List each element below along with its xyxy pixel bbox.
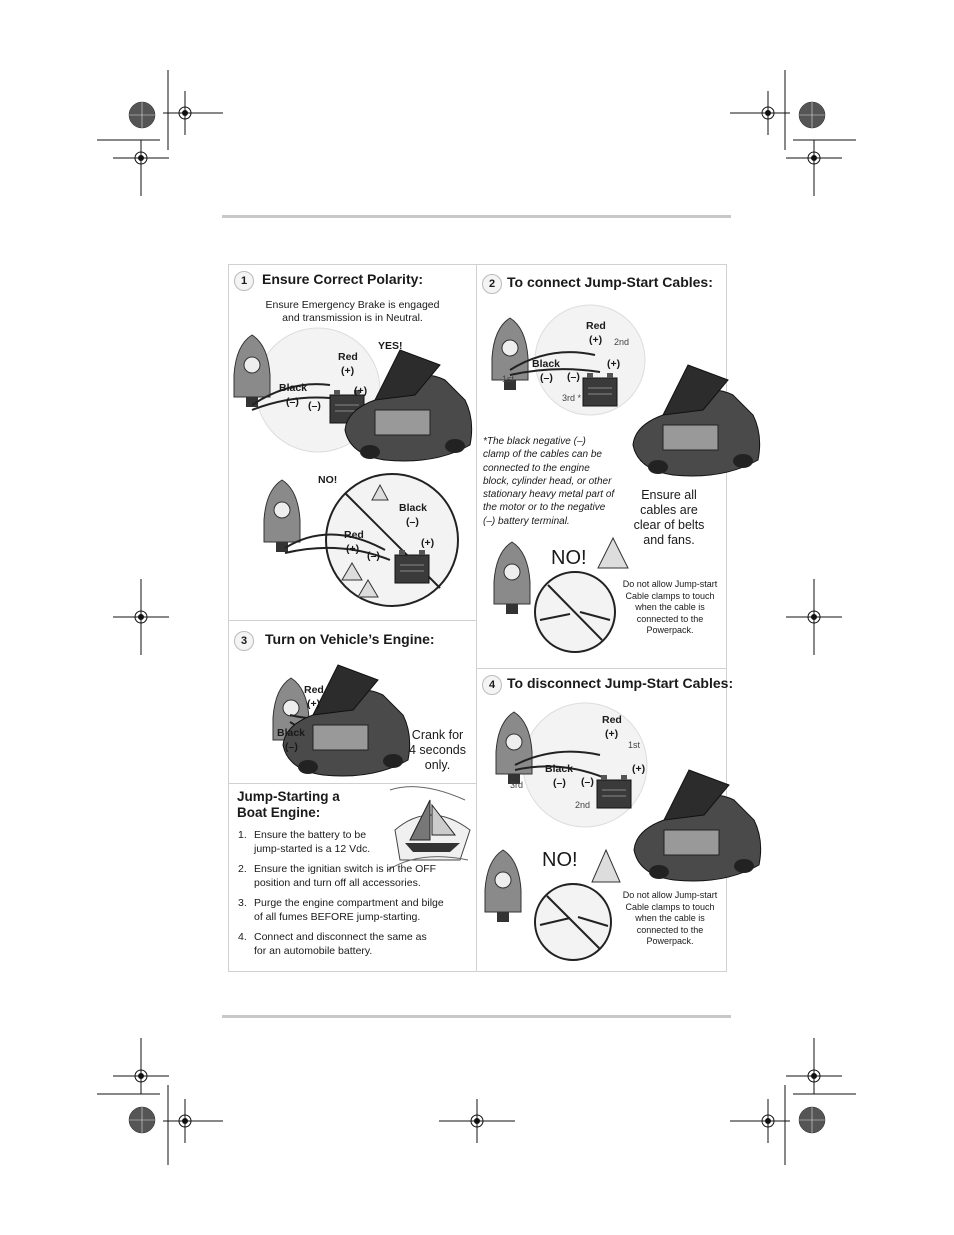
- step4-red-sign: (+): [605, 728, 619, 740]
- step1-yes-neg-terminal: (–): [308, 400, 321, 412]
- step3-crank-line: only.: [424, 758, 451, 772]
- step4-number: 4: [482, 675, 502, 695]
- step2-warning-line: Cable clamps to touch: [625, 590, 715, 601]
- step4-warning-line: Do not allow Jump-start: [622, 890, 718, 900]
- step1-yes-label: YES!: [378, 340, 403, 352]
- step4-warning-line: connected to the: [636, 924, 704, 935]
- step2-clear-line: and fans.: [643, 533, 695, 547]
- step2-red-sign: (+): [589, 334, 603, 346]
- step2-no-label: NO!: [551, 547, 587, 569]
- step2-warning-line: connected to the: [636, 613, 704, 624]
- step3-crank-note: [400, 728, 475, 773]
- step2-clear-note: [628, 488, 710, 548]
- step3-red-sign: (+): [307, 698, 321, 710]
- step2-note-line: (–) battery terminal.: [483, 515, 570, 527]
- list-item-line: Connect and disconnect the same as: [254, 931, 427, 943]
- step2-warning-line: Do not allow Jump-start: [622, 579, 718, 589]
- step1-no-black: Black: [399, 502, 428, 514]
- step1-no-red: Red: [344, 529, 364, 541]
- step1-no-red-sign: (+): [346, 543, 360, 555]
- boat-title-line1: Jump-Starting a: [237, 789, 340, 804]
- boat-steps-list: [238, 829, 468, 965]
- step1-yes-black: Black: [279, 382, 308, 394]
- step2-pos-terminal: (+): [607, 358, 621, 370]
- step4-order-first: 1st: [628, 740, 641, 750]
- step3-black: Black: [277, 727, 306, 739]
- step4-order-third: 3rd: [510, 780, 524, 790]
- step3-red: Red: [304, 684, 324, 696]
- list-item-line: for an automobile battery.: [254, 944, 373, 957]
- step3-crank-line: 4 seconds: [409, 743, 466, 757]
- list-item-number: 2.: [238, 863, 247, 875]
- step2-note-line: *The black negative (–): [483, 436, 586, 447]
- step2-neg-terminal: (–): [567, 371, 580, 383]
- list-item-line: jump-started is a 12 Vdc.: [254, 842, 371, 855]
- step3-number: 3: [234, 631, 254, 651]
- step1-yes-black-sign: (–): [286, 396, 299, 408]
- step3-black-sign: (–): [285, 741, 298, 753]
- list-item-line: position and turn off all accessories.: [254, 876, 421, 889]
- step2-clear-line: cables are: [640, 503, 698, 517]
- step1-yes-red-sign: (+): [341, 365, 355, 377]
- list-item: [238, 931, 468, 958]
- step4-warning: [616, 890, 724, 948]
- list-item: [238, 863, 468, 890]
- step1-instruction-line1: Ensure Emergency Brake is engaged: [265, 299, 440, 311]
- step4-black: Black: [545, 763, 574, 775]
- step1-no-pos-terminal: (+): [421, 537, 435, 549]
- step3-crank-line: Crank for: [411, 728, 464, 742]
- step2-warning: [616, 579, 724, 637]
- step2-black-sign: (–): [540, 372, 553, 384]
- list-item-number: 1.: [238, 829, 247, 841]
- step1-no-label: NO!: [318, 474, 338, 486]
- list-item-line: Ensure the ignitian switch is in the OFF: [254, 863, 437, 875]
- step2-warning-line: when the cable is: [635, 602, 705, 612]
- list-item-number: 3.: [238, 897, 247, 909]
- step1-no-neg-terminal: (–): [367, 550, 380, 562]
- step4-neg-terminal: (–): [581, 776, 594, 788]
- step3-title: Turn on Vehicle’s Engine:: [265, 631, 435, 647]
- step4-order-second: 2nd: [575, 800, 591, 810]
- step1-title: Ensure Correct Polarity:: [262, 271, 424, 287]
- step2-warning-line: Powerpack.: [646, 625, 694, 635]
- step4-red: Red: [602, 714, 622, 726]
- step4-black-sign: (–): [553, 777, 566, 789]
- step4-no-label: NO!: [542, 849, 578, 871]
- step4-warning-line: Cable clamps to touch: [625, 901, 715, 912]
- step2-note-line: stationary heavy metal part of: [483, 489, 615, 501]
- step4-pos-terminal: (+): [632, 763, 646, 775]
- step1-no-black-sign: (–): [406, 516, 419, 528]
- step4-warning-line: when the cable is: [635, 913, 705, 923]
- list-item-number: 4.: [238, 931, 247, 943]
- step2-red: Red: [586, 320, 606, 332]
- step2-note-line: the motor or to the negative: [483, 502, 606, 514]
- list-item-line: of all fumes BEFORE jump-starting.: [254, 910, 421, 923]
- step4-warning-line: Powerpack.: [646, 936, 694, 946]
- step4-title: To disconnect Jump-Start Cables:: [507, 675, 734, 691]
- step2-clear-line: Ensure all: [641, 488, 697, 502]
- step2-order-second: 2nd: [614, 337, 630, 347]
- step1-instruction-line2: and transmission is in Neutral.: [282, 312, 423, 324]
- list-item: [238, 897, 468, 924]
- step2-note: [483, 435, 633, 528]
- step2-note-line: connected to the engine: [483, 462, 590, 474]
- list-item-line: Ensure the battery to be: [254, 829, 367, 841]
- step2-order-third: 3rd *: [562, 393, 582, 403]
- step2-title: To connect Jump-Start Cables:: [507, 274, 713, 290]
- step2-clear-line: clear of belts: [633, 518, 705, 532]
- list-item: [238, 829, 468, 856]
- step2-note-line: clamp of the cables can be: [483, 449, 602, 461]
- list-item-line: Purge the engine compartment and bilge: [254, 897, 444, 909]
- step1-yes-red: Red: [338, 351, 358, 363]
- step2-order-first: 1st: [502, 374, 515, 384]
- step2-note-line: block, cylinder head, or other: [483, 475, 612, 487]
- step1-yes-pos-terminal: (+): [354, 385, 368, 397]
- step1-number: 1: [234, 271, 254, 291]
- step2-black: Black: [532, 358, 561, 370]
- boat-title-line2: Boat Engine:: [237, 805, 321, 820]
- step2-number: 2: [482, 274, 502, 294]
